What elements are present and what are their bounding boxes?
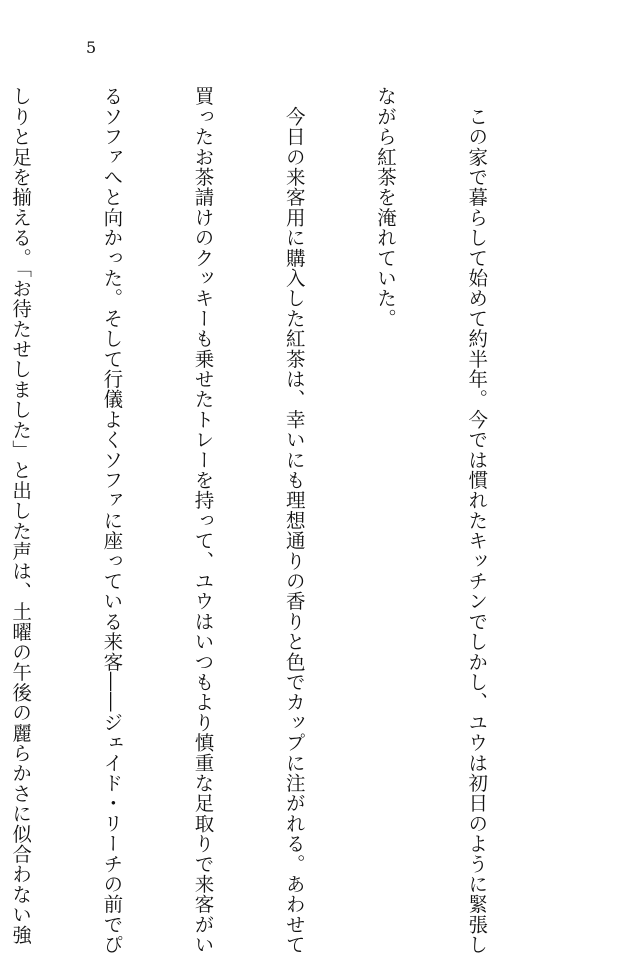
- text-line: るソファへと向かった。そして行儀よくソファに座っている来客――ジェイド・リーチの前でぴ: [100, 86, 124, 955]
- page-number: 5: [86, 38, 97, 57]
- novel-text-block: [0, 86, 552, 955]
- text-line: 今日の来客用に購入した紅茶は、幸いにも理想通りの香りと色でカップに注がれる。あわせて: [282, 86, 306, 955]
- text-line: この家で暮らして始めて約半年。今では慣れたキッチンでしかし、ユウは初日のように緊張し: [465, 86, 489, 955]
- text-line: ながら紅茶を淹れていた。: [373, 86, 397, 329]
- text-line: しりと足を揃える。「お待たせしました」と出した声は、土曜の午後の麗らかさに似合わない強: [9, 86, 33, 945]
- text-line: 買ったお茶請けのクッキーも乗せたトレーを持って、ユウはいつもより慎重な足取りで来客がい: [191, 86, 215, 955]
